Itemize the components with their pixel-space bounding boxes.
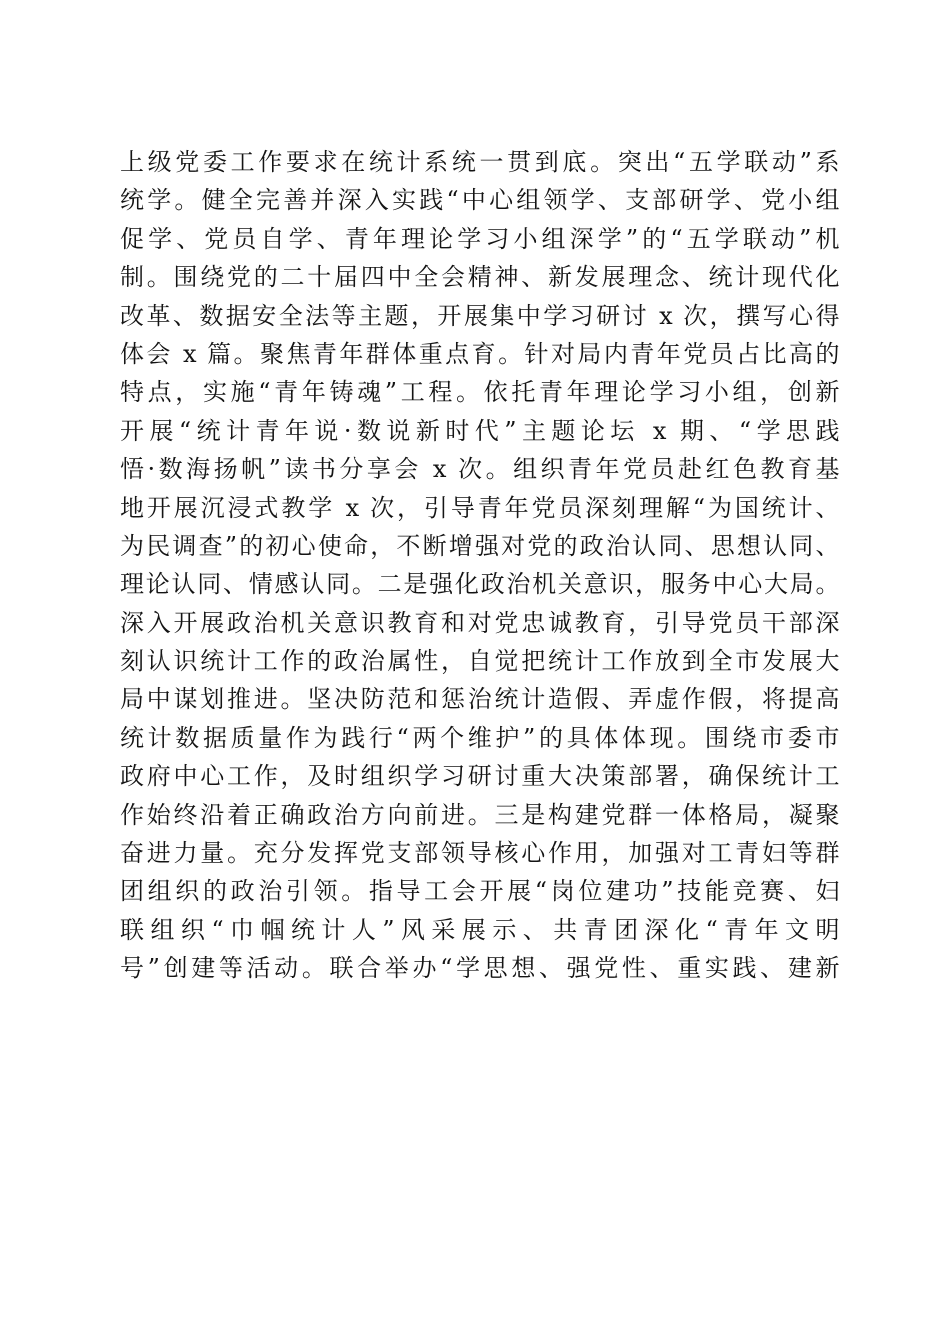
text-line-1: 上级党委工作要求在统计系统一贯到底。突出“五学联动”系 <box>120 148 840 176</box>
text-line-17: 政府中心工作，及时组织学习研讨重大决策部署，确保统计工 <box>120 762 840 791</box>
text-line-18: 作始终沿着正确政治方向前进。三是构建党群一体格局，凝聚 <box>120 800 840 829</box>
text-line-3: 促学、党员自学、青年理论学习小组深学”的“五学联动”机 <box>120 224 840 253</box>
text-line-4: 制。围绕党的二十届四中全会精神、新发展理念、统计现代化 <box>120 263 840 292</box>
text-line-21: 联组织“巾帼统计人”风采展示、共青团深化“青年文明 <box>120 915 840 944</box>
text-line-19: 奋进力量。充分发挥党支部领导核心作用，加强对工青妇等群 <box>120 839 840 868</box>
text-line-7: 特点，实施“青年铸魂”工程。依托青年理论学习小组，创新 <box>120 378 840 407</box>
text-line-22: 号”创建等活动。联合举办“学思想、强党性、重实践、建新 <box>120 954 840 983</box>
text-line-10: 地开展沉浸式教学 x 次，引导青年党员深刻理解“为国统计、 <box>120 493 840 522</box>
text-line-5: 改革、数据安全法等主题，开展集中学习研讨 x 次，撰写心得 <box>120 301 840 330</box>
text-line-8: 开展“统计青年说·数说新时代”主题论坛 x 期、“学思践 <box>120 416 840 445</box>
text-line-2: 统学。健全完善并深入实践“中心组领学、支部研学、党小组 <box>120 186 840 215</box>
text-line-9: 悟·数海扬帆”读书分享会 x 次。组织青年党员赴红色教育基 <box>120 455 840 484</box>
text-line-6: 体会 x 篇。聚焦青年群体重点育。针对局内青年党员占比高的 <box>120 339 840 368</box>
text-line-12: 理论认同、情感认同。二是强化政治机关意识，服务中心大局。 <box>120 570 840 599</box>
text-line-15: 局中谋划推进。坚决防范和惩治统计造假、弄虚作假，将提高 <box>120 685 840 714</box>
text-line-11: 为民调查”的初心使命，不断增强对党的政治认同、思想认同、 <box>120 531 840 560</box>
text-line-14: 刻认识统计工作的政治属性，自觉把统计工作放到全市发展大 <box>120 647 840 676</box>
text-line-13: 深入开展政治机关意识教育和对党忠诚教育，引导党员干部深 <box>120 608 840 637</box>
body-text <box>120 143 840 988</box>
text-line-16: 统计数据质量作为践行“两个维护”的具体体现。围绕市委市 <box>120 723 840 752</box>
text-line-20: 团组织的政治引领。指导工会开展“岗位建功”技能竞赛、妇 <box>120 877 840 906</box>
